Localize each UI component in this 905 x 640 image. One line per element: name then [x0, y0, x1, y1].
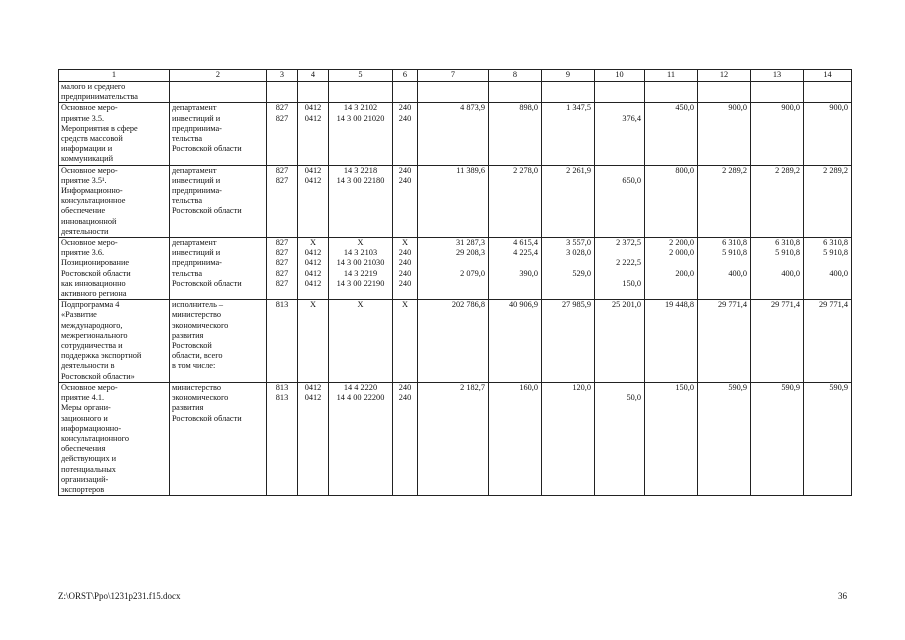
amount-line	[806, 258, 848, 268]
amount-cell	[595, 82, 645, 103]
amount-cell	[645, 300, 698, 383]
amount-cell	[698, 300, 751, 383]
amount-line: 529,0	[572, 268, 591, 278]
budget-table	[58, 69, 852, 496]
amount-line: 4 225,4	[513, 248, 538, 258]
amount-line: 29 771,4	[770, 300, 800, 310]
code-line: 240	[398, 393, 412, 403]
csr-code-cell	[329, 82, 393, 103]
code-line: X	[402, 238, 408, 248]
amount-cell	[542, 238, 595, 300]
amount-cell	[804, 238, 852, 300]
amount-cell	[542, 165, 595, 237]
rzpr-code-cell	[298, 82, 329, 103]
amount-line	[753, 258, 800, 268]
amount-line: 29 771,4	[717, 300, 747, 310]
amount-cell	[418, 103, 489, 165]
vr-code-cell	[393, 103, 418, 165]
code-line: 0412	[304, 382, 322, 392]
amount-cell	[489, 82, 542, 103]
amount-cell	[751, 103, 804, 165]
code-line: X	[402, 300, 408, 310]
amount-line: 3 557,0	[566, 238, 591, 248]
code-line: X	[357, 238, 364, 248]
code-line: 14 3 2102	[343, 103, 378, 113]
code-line: 813	[275, 393, 289, 403]
code-line: 827	[275, 103, 289, 113]
amount-cell	[645, 238, 698, 300]
amount-line: 11 389,6	[456, 165, 485, 175]
column-number-cell: 6	[393, 70, 418, 82]
code-line: 0412	[304, 175, 322, 185]
grbs-code-cell	[267, 382, 298, 495]
grbs-code-cell	[267, 300, 298, 383]
executor-cell: исполнитель – министерство экономического развития Ростовской области, всего в том числе:	[170, 300, 267, 383]
amount-line	[700, 258, 747, 268]
amount-line: 6 310,8	[775, 238, 800, 248]
amount-cell	[595, 238, 645, 300]
amount-cell	[418, 238, 489, 300]
amount-line	[647, 258, 694, 268]
code-line	[331, 82, 390, 92]
amount-cell	[698, 103, 751, 165]
column-number-cell: 2	[170, 70, 267, 82]
grbs-code-cell	[267, 103, 298, 165]
amount-cell	[595, 382, 645, 495]
amount-cell	[595, 165, 645, 237]
amount-line: 160,0	[519, 382, 538, 392]
amount-line: 450,0	[675, 103, 694, 113]
rzpr-code-cell	[298, 103, 329, 165]
code-line: 813	[275, 382, 289, 392]
code-line: 14 3 00 22180	[336, 175, 385, 185]
code-line: 827	[275, 278, 289, 288]
amount-line: 2 289,2	[775, 165, 800, 175]
csr-code-cell	[329, 300, 393, 383]
amount-cell	[542, 382, 595, 495]
measure-name-cell: Подпрограмма 4 «Развитие международного, межрегионального сотрудничества и поддержка экспортной деятельности в Ростовской области»	[59, 300, 170, 383]
amount-cell	[489, 103, 542, 165]
amount-cell	[751, 382, 804, 495]
amount-cell	[489, 238, 542, 300]
amount-line: 2 079,0	[460, 268, 485, 278]
code-line: 240	[398, 175, 412, 185]
executor-cell: министерство экономического развития Ростовской области	[170, 382, 267, 495]
amount-line: 900,0	[781, 103, 800, 113]
code-line: 0412	[304, 278, 322, 288]
amount-line: 3 028,0	[566, 248, 591, 258]
amount-line	[597, 269, 641, 279]
column-number-cell: 9	[542, 70, 595, 82]
amount-line: 4 873,9	[460, 103, 485, 113]
amount-cell	[751, 300, 804, 383]
amount-cell	[645, 165, 698, 237]
vr-code-cell	[393, 165, 418, 237]
amount-line: 2 372,5	[616, 238, 641, 248]
amount-cell	[645, 103, 698, 165]
column-number-cell: 1	[59, 70, 170, 82]
amount-line: 650,0	[622, 175, 641, 185]
amount-cell	[698, 238, 751, 300]
measure-name-cell: Основное меро- приятие 3.5¹. Информационно- консультационное обеспечение инновационной деятельности	[59, 165, 170, 237]
amount-cell	[751, 82, 804, 103]
code-line: 14 4 2220	[343, 382, 378, 392]
code-line: 0412	[304, 393, 322, 403]
grbs-code-cell	[267, 82, 298, 103]
code-line: 827	[275, 258, 289, 268]
rzpr-code-cell	[298, 165, 329, 237]
amount-cell	[645, 82, 698, 103]
code-line: 240	[398, 258, 412, 268]
code-line: 0412	[304, 248, 322, 258]
code-line	[395, 82, 415, 92]
amount-cell	[418, 165, 489, 237]
amount-line: 400,0	[829, 268, 848, 278]
code-line: X	[310, 300, 316, 310]
amount-line: 29 771,4	[818, 300, 848, 310]
column-number-header	[59, 70, 852, 82]
code-line: X	[310, 238, 316, 248]
amount-line: 590,9	[728, 382, 747, 392]
amount-line: 29 208,3	[455, 248, 485, 258]
amount-line: 900,0	[829, 103, 848, 113]
executor-cell: департамент инвестиций и предпринима- тельства Ростовской области	[170, 165, 267, 237]
measure-name-cell: Основное меро- приятие 3.6. Позиционирование Ростовской области как инновационно активного региона	[59, 238, 170, 300]
amount-cell	[751, 165, 804, 237]
measure-name-cell: малого и среднего предпринимательства	[59, 82, 170, 103]
amount-cell	[542, 82, 595, 103]
amount-line: 2 222,5	[616, 258, 641, 268]
amount-cell	[804, 82, 852, 103]
amount-line: 2 000,0	[669, 248, 694, 258]
amount-line: 200,0	[675, 268, 694, 278]
amount-line: 40 906,9	[508, 300, 538, 310]
footer-file-path: Z:\ORST\Ppo\1231p231.f15.docx	[58, 591, 181, 601]
code-line: 240	[398, 248, 412, 258]
code-line: 240	[398, 113, 412, 123]
column-number-cell: 14	[804, 70, 852, 82]
amount-line: 27 985,9	[561, 300, 591, 310]
measure-name-cell: Основное меро- приятие 3.5. Мероприятия в сфере средств массовой информации и коммуникаций	[59, 103, 170, 165]
code-line: 827	[275, 175, 289, 185]
amount-line: 31 287,3	[455, 238, 485, 248]
amount-cell	[418, 300, 489, 383]
amount-line	[597, 166, 641, 176]
vr-code-cell	[393, 82, 418, 103]
vr-code-cell	[393, 238, 418, 300]
amount-line: 2 278,0	[513, 165, 538, 175]
amount-cell	[595, 103, 645, 165]
code-line: 827	[275, 268, 289, 278]
code-line: 240	[398, 382, 412, 392]
code-line	[269, 82, 295, 92]
row-measure-4-1	[59, 382, 852, 495]
amount-cell	[698, 165, 751, 237]
amount-line	[420, 258, 485, 268]
code-line: 14 3 2218	[343, 165, 378, 175]
amount-line: 2 182,7	[460, 382, 485, 392]
executor-cell: департамент инвестиций и предпринима- тельства Ростовской области	[170, 103, 267, 165]
amount-cell	[418, 82, 489, 103]
amount-cell	[595, 300, 645, 383]
code-line: 0412	[304, 103, 322, 113]
amount-line: 5 910,8	[722, 248, 747, 258]
amount-line	[597, 248, 641, 258]
csr-code-cell	[329, 382, 393, 495]
csr-code-cell	[329, 103, 393, 165]
code-line: 240	[398, 278, 412, 288]
amount-line: 900,0	[728, 103, 747, 113]
amount-line: 25 201,0	[611, 300, 641, 310]
amount-line: 5 910,8	[823, 248, 848, 258]
code-line: 240	[398, 268, 412, 278]
amount-cell	[804, 382, 852, 495]
amount-line: 150,0	[675, 382, 694, 392]
executor-cell	[170, 82, 267, 103]
amount-cell	[418, 382, 489, 495]
rzpr-code-cell	[298, 238, 329, 300]
rzpr-code-cell	[298, 300, 329, 383]
grbs-code-cell	[267, 165, 298, 237]
amount-line: 2 289,2	[722, 165, 747, 175]
amount-line: 19 448,8	[664, 300, 694, 310]
amount-cell	[489, 300, 542, 383]
amount-cell	[804, 103, 852, 165]
code-line: 827	[275, 238, 289, 248]
vr-code-cell	[393, 382, 418, 495]
row-measure-3-5-1	[59, 165, 852, 237]
amount-line: 800,0	[675, 165, 694, 175]
column-number-cell: 13	[751, 70, 804, 82]
column-number-cell: 12	[698, 70, 751, 82]
amount-line: 4 615,4	[513, 238, 538, 248]
code-line: 14 3 00 21020	[336, 113, 385, 123]
executor-cell: департамент инвестиций и предпринима- тельства Ростовской области	[170, 238, 267, 300]
row-measure-3-6	[59, 238, 852, 300]
amount-cell	[542, 103, 595, 165]
column-number-cell: 3	[267, 70, 298, 82]
column-number-cell: 11	[645, 70, 698, 82]
code-line: 827	[275, 165, 289, 175]
column-number-cell: 5	[329, 70, 393, 82]
rzpr-code-cell	[298, 382, 329, 495]
code-line: 14 3 2219	[343, 268, 378, 278]
amount-line: 6 310,8	[823, 238, 848, 248]
amount-line	[491, 258, 538, 268]
amount-cell	[751, 238, 804, 300]
amount-cell	[698, 82, 751, 103]
amount-line	[597, 103, 641, 113]
code-line: 240	[398, 103, 412, 113]
row-measure-3-5	[59, 103, 852, 165]
amount-line: 2 261,9	[566, 165, 591, 175]
row-subprogram-4	[59, 300, 852, 383]
code-line: X	[357, 300, 364, 310]
amount-line	[597, 383, 641, 393]
amount-line: 376,4	[622, 113, 641, 123]
amount-line: 5 910,8	[775, 248, 800, 258]
code-line	[300, 82, 326, 92]
amount-line: 590,9	[829, 382, 848, 392]
amount-cell	[698, 382, 751, 495]
amount-line: 50,0	[626, 393, 641, 403]
csr-code-cell	[329, 238, 393, 300]
amount-line: 6 310,8	[722, 238, 747, 248]
grbs-code-cell	[267, 238, 298, 300]
code-line: 14 3 00 22190	[336, 278, 385, 288]
code-line: 240	[398, 165, 412, 175]
column-number-cell: 10	[595, 70, 645, 82]
amount-line: 1 347,5	[566, 103, 591, 113]
column-number-cell: 8	[489, 70, 542, 82]
code-line: 827	[275, 113, 289, 123]
amount-line: 400,0	[781, 268, 800, 278]
amount-line: 400,0	[728, 268, 747, 278]
amount-cell	[542, 300, 595, 383]
amount-line: 390,0	[519, 268, 538, 278]
code-line: 14 3 2103	[343, 248, 378, 258]
continuation-row	[59, 82, 852, 103]
code-line: 14 3 00 21030	[336, 258, 385, 268]
amount-line: 590,9	[781, 382, 800, 392]
amount-line: 202 786,8	[451, 300, 485, 310]
amount-cell	[804, 300, 852, 383]
amount-cell	[489, 165, 542, 237]
code-line: 0412	[304, 165, 322, 175]
code-line: 0412	[304, 258, 322, 268]
column-number-cell: 7	[418, 70, 489, 82]
amount-line: 150,0	[622, 278, 641, 288]
amount-line	[544, 258, 591, 268]
amount-line: 2 289,2	[823, 165, 848, 175]
amount-line: 2 200,0	[669, 238, 694, 248]
column-number-cell: 4	[298, 70, 329, 82]
code-line: 14 4 00 22200	[336, 393, 385, 403]
csr-code-cell	[329, 165, 393, 237]
code-line: 813	[275, 300, 289, 310]
amount-cell	[804, 165, 852, 237]
amount-line: 120,0	[572, 382, 591, 392]
amount-cell	[645, 382, 698, 495]
code-line: 827	[275, 248, 289, 258]
vr-code-cell	[393, 300, 418, 383]
amount-cell	[489, 382, 542, 495]
amount-line: 898,0	[519, 103, 538, 113]
measure-name-cell: Основное меро- приятие 4.1. Меры органи- зационного и информационно- консультационного обеспечения действующих и потенциальных организаций- экспортеров	[59, 382, 170, 495]
page-number: 36	[838, 591, 847, 601]
code-line: 0412	[304, 113, 322, 123]
code-line: 0412	[304, 268, 322, 278]
